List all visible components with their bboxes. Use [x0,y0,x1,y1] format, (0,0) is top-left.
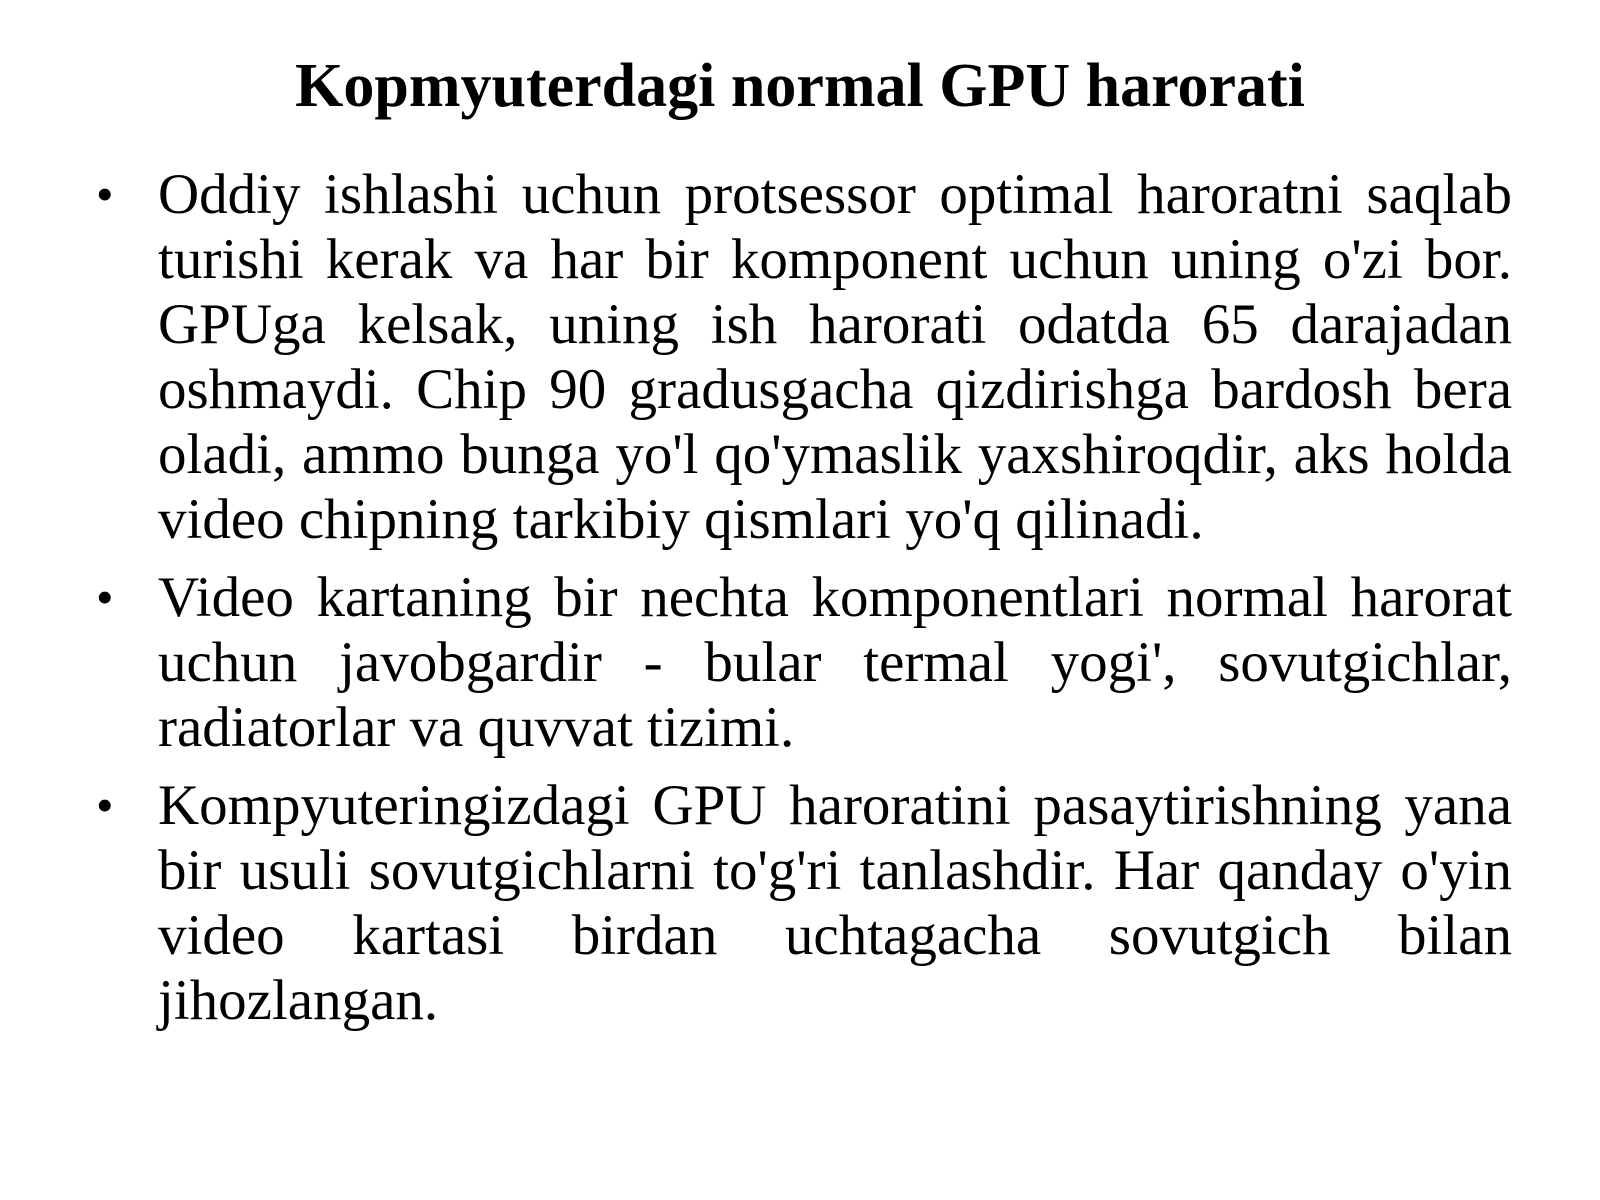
bullet-text: Oddiy ishlashi uchun protsessor optimal haroratni saqlab turishi kerak va har bir komponent uchun uning o'zi bor. GPUga kelsak, uning ish harorati odatda 65 darajadan oshmaydi. Chip 90 gradusgacha qizdirishga bardosh bera oladi, ammo bunga yo'l qo'ymaslik yaxshiroqdir, aks holda video chipning tarkibiy qismlari yo'q qilinadi. [158,163,1512,551]
bullet-list [96,162,1512,1046]
slide-title: Kopmyuterdagi normal GPU harorati [295,52,1305,120]
bullet-text: Kompyuteringizdagi GPU haroratini pasaytirishning yana bir usuli sovutgichlarni to'g'ri tanlashdir. Har qanday o'yin video kartasi birdan uchtagacha sovutgich bilan jihozlangan. [158,774,1512,1032]
bullet-dot-icon: • [96,569,114,625]
bullet-item [96,773,1512,1033]
bullet-dot-icon: • [96,166,114,222]
bullet-item [96,565,1512,760]
bullet-text: Video kartaning bir nechta komponentlari normal harorat uchun javobgardir - bular termal yogi', sovutgichlar, radiatorlar va quvvat tizimi. [158,566,1512,759]
bullet-dot-icon: • [96,777,114,833]
bullet-item [96,162,1512,552]
